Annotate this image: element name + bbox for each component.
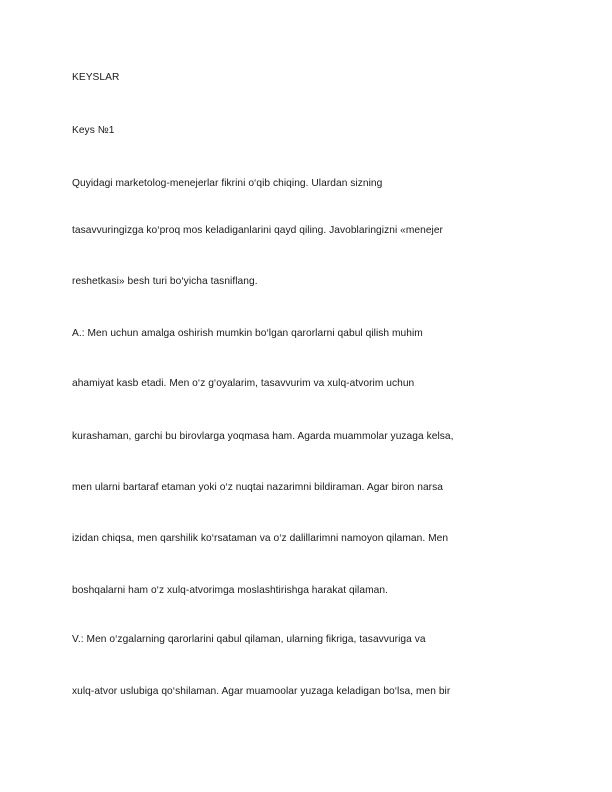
paragraph-line: tasavvuringizga ko‘proq mos keladiganlarini qayd qiling. Javoblaringizni «menejer [72,225,444,236]
paragraph-line: men ularni bartaraf etaman yoki o‘z nuqtai nazarimni bildiraman. Agar biron narsa [72,482,443,493]
paragraph-line: kurashaman, garchi bu birovlarga yoqmasa ham. Agarda muammolar yuzaga kelsa, [72,431,454,442]
paragraph-line: A.: Men uchun amalga oshirish mumkin bo‘lgan qarorlarni qabul qilish muhim [72,328,423,339]
document-heading: KEYSLAR [72,72,120,83]
paragraph-line: xulq-atvor uslubiga qo‘shilaman. Agar muamoolar yuzaga keladigan bo‘lsa, men bir [72,686,451,697]
paragraph-line: boshqalarni ham o‘z xulq-atvorimga moslashtirishga harakat qilaman. [72,585,388,596]
paragraph-line: izidan chiqsa, men qarshilik ko‘rsataman va o‘z dalillarimni namoyon qilaman. Men [72,533,449,544]
paragraph-line: ahamiyat kasb etadi. Men o‘z g‘oyalarim, tasavvurim va xulq-atvorim uchun [72,378,415,389]
paragraph-line: V.: Men o‘zgalarning qarorlarini qabul qilaman, ularning fikriga, tasavvuriga va [72,634,426,645]
paragraph-line: Quyidagi marketolog-menejerlar fikrini o‘qib chiqing. Ulardan sizning [72,178,383,189]
paragraph-line: reshetkasi» besh turi bo‘yicha tasniflang. [72,276,258,287]
case-title: Keys №1 [72,125,115,136]
